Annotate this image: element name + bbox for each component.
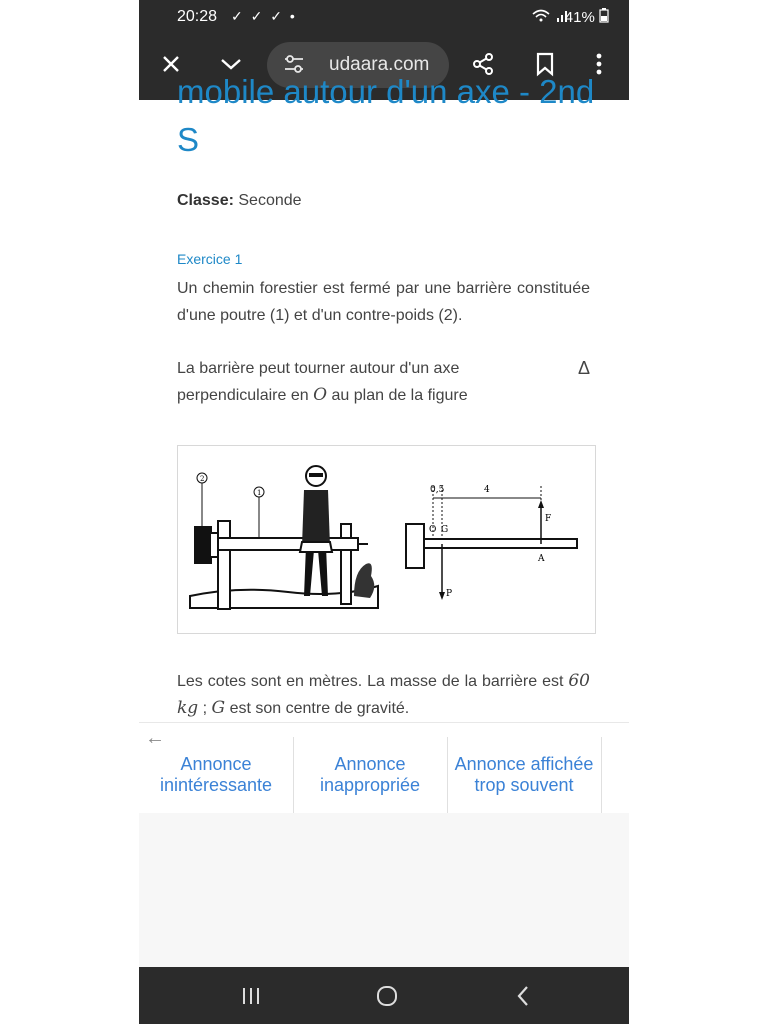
fig-point-G: G	[441, 525, 449, 535]
battery-icon	[599, 8, 609, 22]
point-G: G	[211, 698, 226, 718]
article-content	[139, 73, 629, 722]
fig-label-2: 2	[200, 475, 205, 483]
class-value: Seconde	[238, 192, 302, 209]
notification-check-icons: ✓ ✓ ✓ •	[231, 8, 297, 24]
ad-uninteresting-button[interactable]: Annonce inintéressante	[139, 737, 294, 813]
fig-force-F: F	[545, 514, 552, 524]
ad-too-often-button[interactable]: Annonce affichée trop souvent	[447, 737, 602, 813]
fig-dim-4: 4	[484, 485, 490, 495]
barrier-figure	[177, 445, 596, 634]
paragraph-1: Un chemin forestier est fermé par une barrière constituée d'une poutre (1) et d'un contre-poids (2).	[177, 280, 590, 324]
back-arrow-icon[interactable]: ←	[145, 727, 165, 749]
mass-value: 60 kg	[177, 671, 590, 718]
p3-text-b: est son centre de gravité.	[229, 700, 410, 717]
phone-screen	[139, 0, 629, 1024]
ad-feedback-panel	[139, 722, 629, 814]
exercise-heading: Exercice 1	[177, 251, 243, 267]
back-icon[interactable]	[503, 981, 543, 1011]
p2-text-b: perpendiculaire en	[177, 387, 309, 404]
p2-text-a: La barrière peut tourner autour d'un axe	[177, 360, 460, 377]
status-time: 20:28	[177, 8, 218, 25]
ad-empty-area	[139, 813, 629, 967]
p3-text-a: Les cotes sont en mètres. La masse de la barrière est	[177, 673, 564, 690]
url-text[interactable]: udaara.com	[329, 54, 430, 75]
paragraph-2	[177, 355, 590, 409]
paragraph-3	[177, 668, 590, 722]
point-O: O	[313, 385, 328, 405]
recent-apps-icon[interactable]	[231, 981, 271, 1011]
fig-label-1: 1	[257, 489, 262, 497]
p2-text-c: au plan de la figure	[331, 387, 468, 404]
fig-point-O: O	[429, 525, 437, 535]
battery-percent: 41%	[564, 9, 595, 26]
fig-force-P: P	[446, 589, 453, 599]
fig-dim-05: 0,5	[430, 485, 445, 495]
fig-point-A: A	[538, 554, 545, 564]
ad-inappropriate-button[interactable]: Annonce inappropriée	[293, 737, 448, 813]
class-label: Classe:	[177, 192, 234, 209]
android-nav-bar	[139, 967, 629, 1024]
battery-indicator	[565, 8, 609, 26]
delta-symbol: Δ	[577, 358, 590, 378]
article-title: mobile autour d'un axe - 2nd S	[177, 73, 595, 158]
p3-separator: ;	[202, 700, 208, 717]
status-bar	[139, 0, 629, 34]
home-icon[interactable]	[367, 981, 407, 1011]
class-line	[177, 192, 302, 210]
